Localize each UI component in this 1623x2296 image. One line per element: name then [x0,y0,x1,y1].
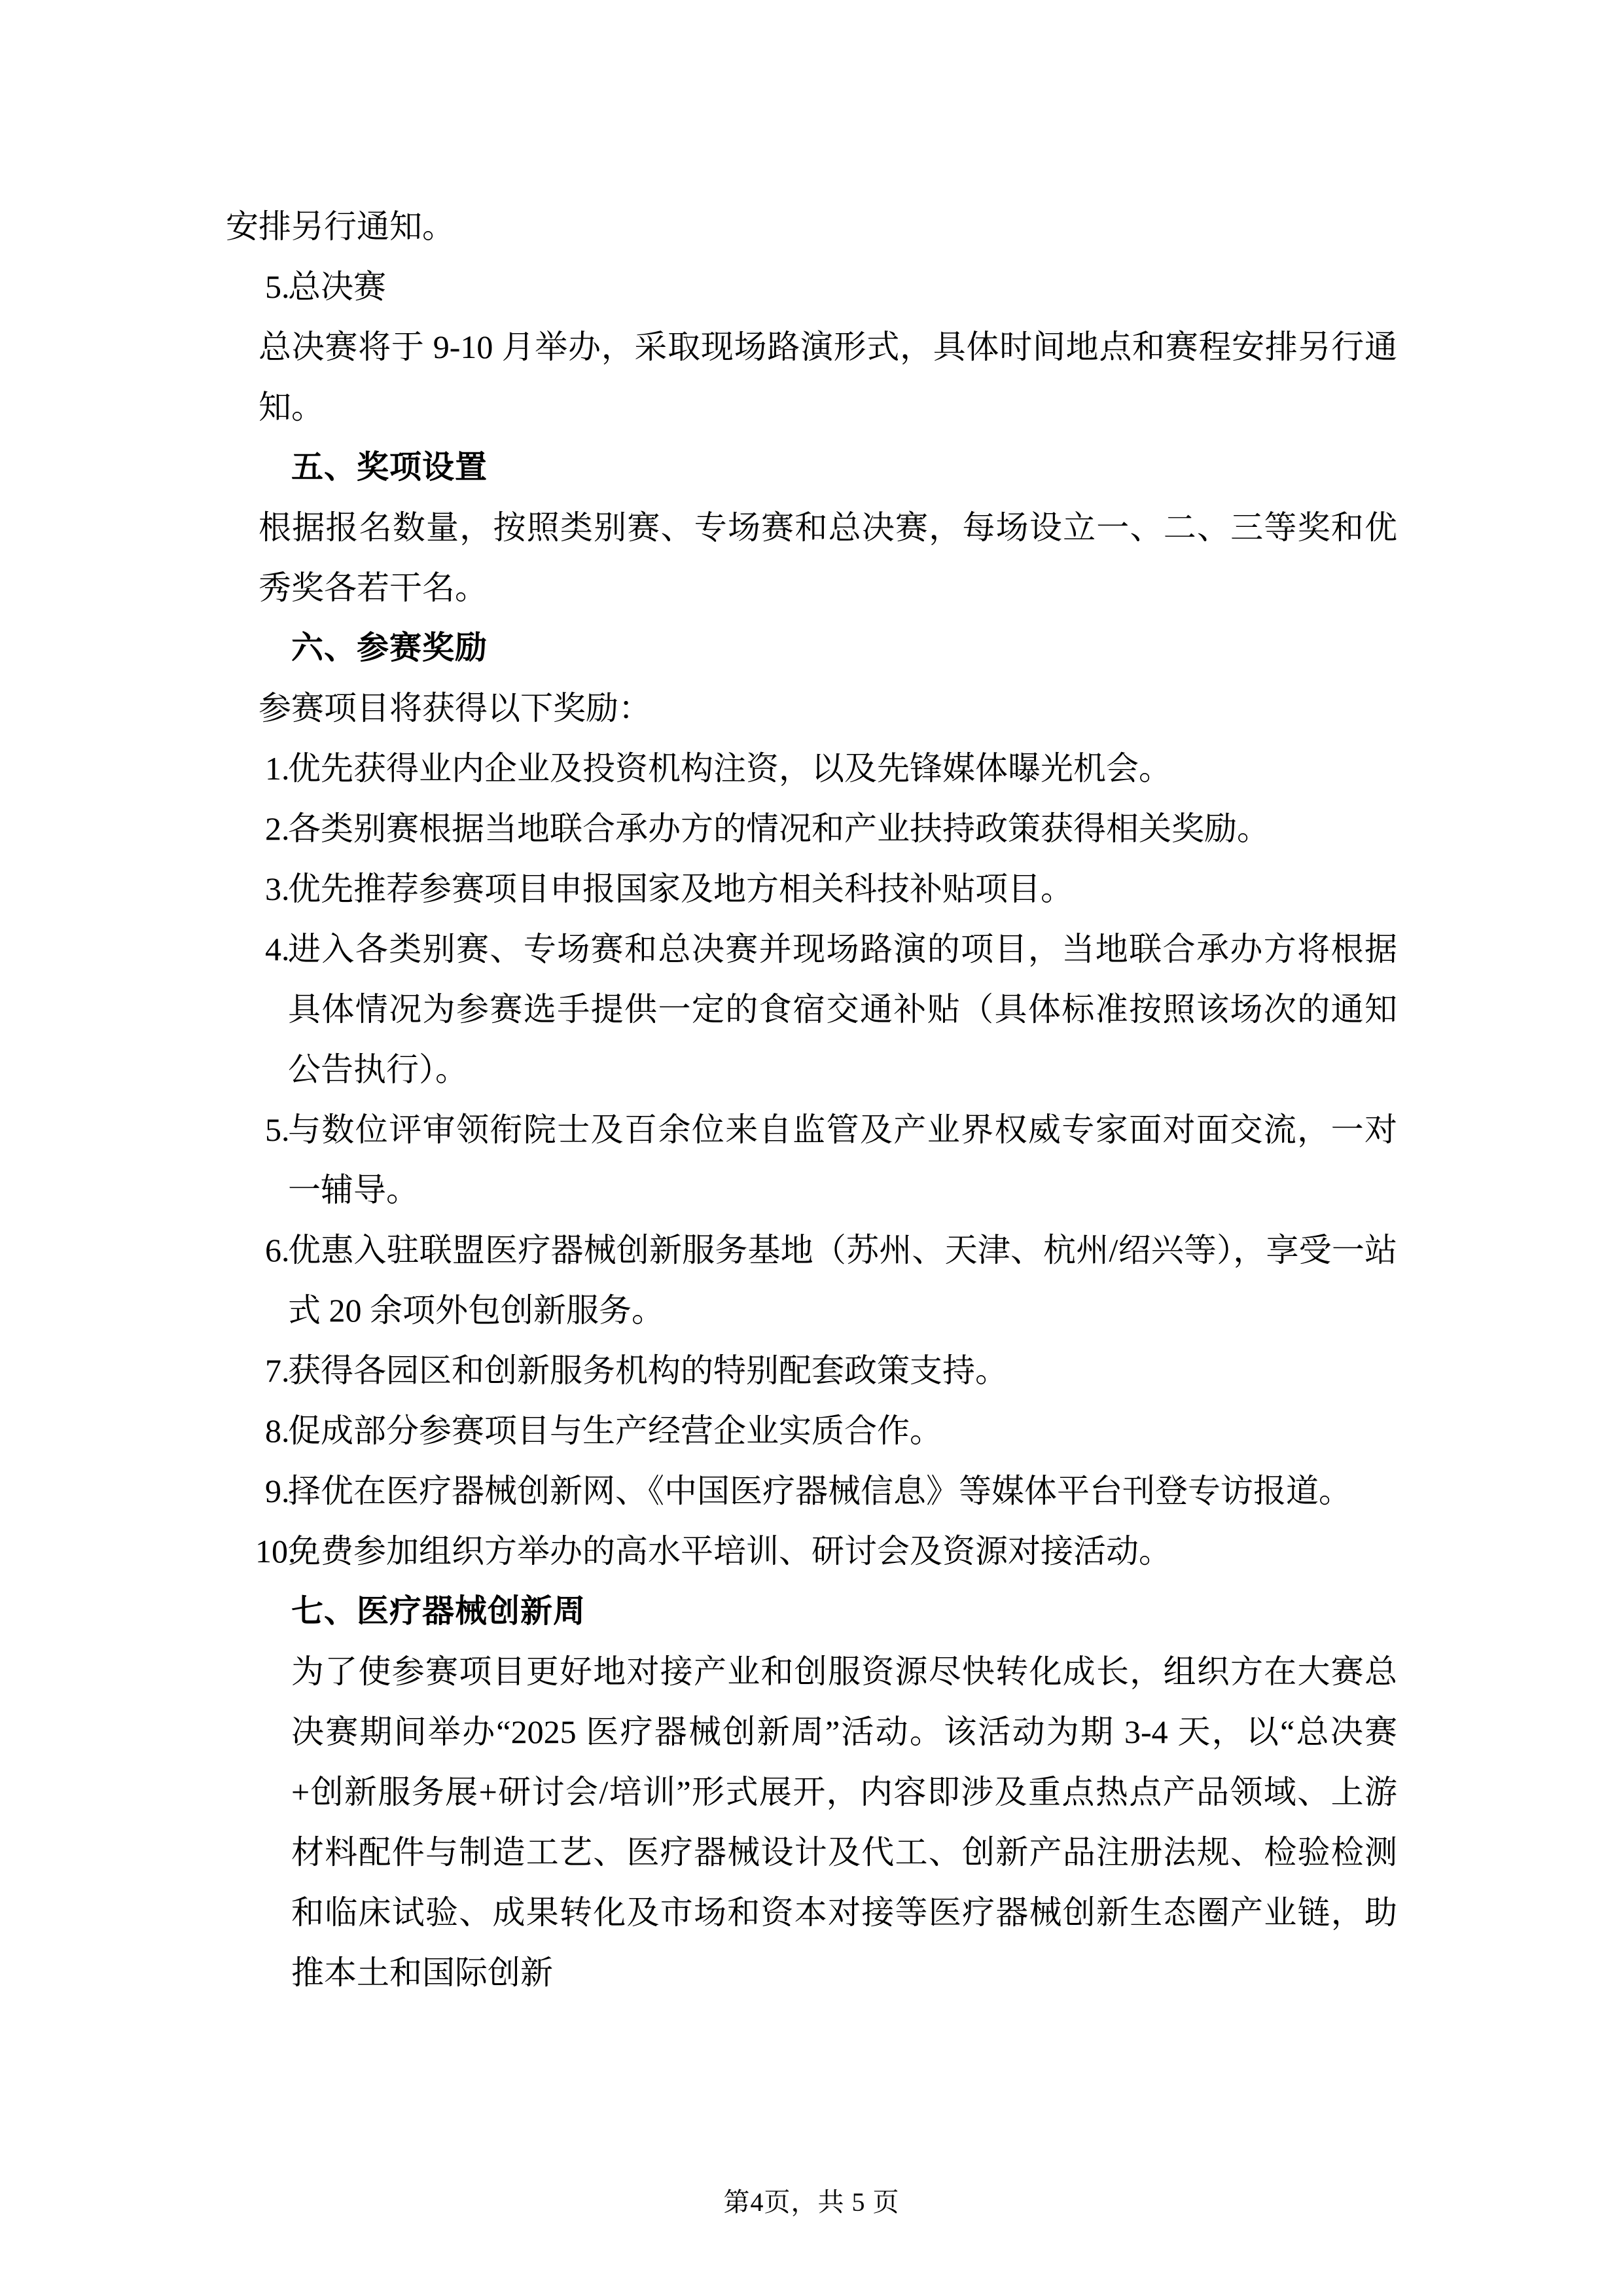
list-item [226,919,1397,1100]
section6-lead: 参赛项目将获得以下奖励： [259,690,651,726]
list-item-5-final [226,257,1397,317]
list-item-text: 促成部分参赛项目与生产经营企业实质合作。 [288,1412,942,1449]
list-item-number: 9. [265,1473,290,1509]
section-heading-6: 六、参赛奖励 [291,629,488,666]
list-item-number: 5. [265,1111,290,1148]
section5-body: 根据报名数量，按照类别赛、专场赛和总决赛，每场设立一、二、三等奖和优秀奖各若干名。 [259,509,1397,606]
page-footer: 第4页，共 5 页 [723,2187,900,2217]
list-item-number: 6. [265,1232,290,1268]
list-item-number: 3. [265,870,290,907]
list-item [226,859,1397,919]
list-item [226,798,1397,859]
list-item-text: 优惠入驻联盟医疗器械创新服务基地（苏州、天津、杭州/绍兴等），享受一站式 20 余项外包创新服务。 [288,1232,1397,1329]
document-body [226,196,1397,2003]
list-item-text: 获得各园区和创新服务机构的特别配套政策支持。 [288,1352,1008,1389]
list-item-text: 各类别赛根据当地联合承办方的情况和产业扶持政策获得相关奖励。 [288,810,1270,847]
section7-body: 为了使参赛项目更好地对接产业和创服资源尽快转化成长，组织方在大赛总决赛期间举办“2025 医疗器械创新周”活动。该活动为期 3-4 天，以“总决赛+创新服务展+研讨会/培训”形式展开，内容即涉及重点热点产品领域、上游材料配件与制造工艺、医疗器械设计及代工、创新产品注册法规、检验检测和临床试验、成果转化及市场和资本对接等医疗器械创新生态圈产业链，助推本土和国际创新 [291,1653,1397,1991]
list-item [226,1220,1397,1340]
list-item-text: 择优在医疗器械创新网、《中国医疗器械信息》等媒体平台刊登专访报道。 [288,1473,1351,1509]
list-item-text: 优先推荐参赛项目申报国家及地方相关科技补贴项目。 [288,870,1073,907]
list-item [226,1100,1397,1220]
list-item [226,1340,1397,1401]
list-item-number: 10. [255,1533,296,1570]
continued-paragraph: 安排另行通知。 [226,208,455,245]
list-item-text: 免费参加组织方举办的高水平培训、研讨会及资源对接活动。 [288,1533,1171,1570]
list-item-number: 2. [265,810,290,847]
section-heading-7: 七、医疗器械创新周 [291,1592,586,1630]
list-item-number: 7. [265,1352,290,1389]
list-item [226,1461,1397,1521]
list-item-text: 优先获得业内企业及投资机构注资，以及先锋媒体曝光机会。 [288,750,1171,787]
list-item-label: 总决赛 [288,268,386,305]
list-item-number: 5. [265,268,290,305]
section-heading-5: 五、奖项设置 [291,448,488,486]
list-item [226,738,1397,798]
list-item [226,1521,1397,1581]
list-item-number: 8. [265,1412,290,1449]
list-item-number: 4. [265,931,290,967]
list-item-text: 进入各类别赛、专场赛和总决赛并现场路演的项目，当地联合承办方将根据具体情况为参赛选手提供一定的食宿交通补贴（具体标准按照该场次的通知公告执行）。 [288,931,1397,1088]
list-item-text: 与数位评审领衔院士及百余位来自监管及产业界权威专家面对面交流，一对一辅导。 [288,1111,1397,1208]
list-item-number: 1. [265,750,290,787]
item5-body-paragraph: 总决赛将于 9-10 月举办，采取现场路演形式，具体时间地点和赛程安排另行通知。 [259,329,1397,425]
list-item [226,1401,1397,1461]
